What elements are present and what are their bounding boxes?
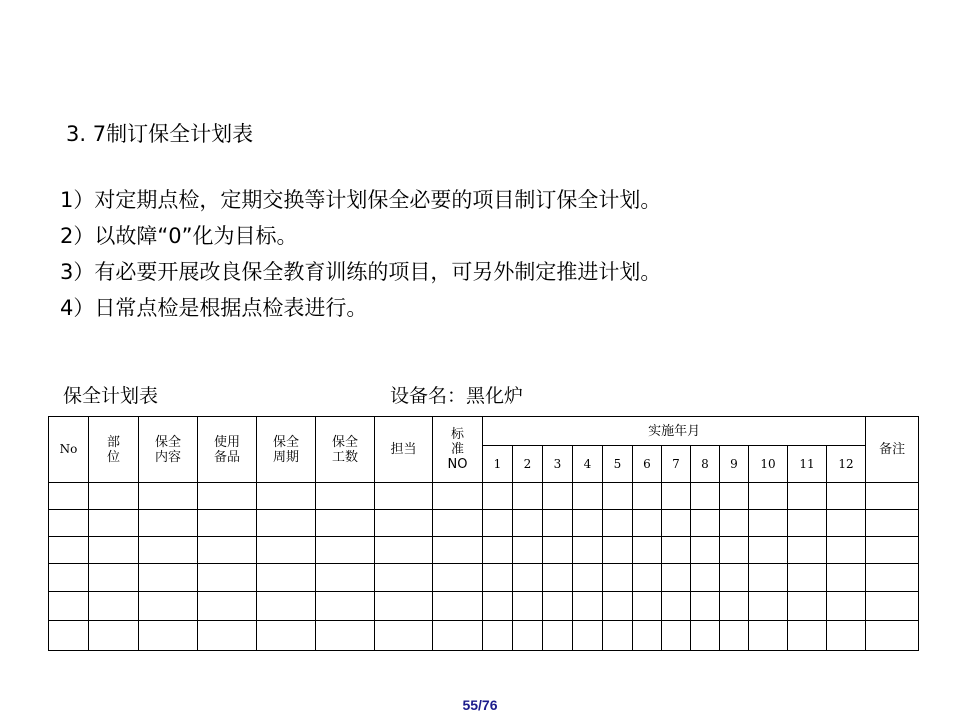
table-cell (691, 483, 720, 510)
table-cell (198, 620, 257, 650)
table-cell (788, 564, 827, 591)
month-header: 9 (720, 446, 749, 483)
header-part: 部 位 (89, 417, 139, 483)
table-row (49, 537, 919, 564)
table-cell (633, 591, 662, 620)
table-cell (89, 564, 139, 591)
page-number: 55/76 (462, 697, 498, 713)
month-header: 10 (749, 446, 788, 483)
table-cell (139, 483, 198, 510)
table-row (49, 620, 919, 650)
table-body (49, 483, 919, 651)
table-cell (543, 483, 573, 510)
table-row (49, 483, 919, 510)
table-cell (573, 591, 603, 620)
header-man-hours: 保全 工数 (316, 417, 375, 483)
table-cell (375, 483, 433, 510)
table-cell (483, 537, 513, 564)
table-cell (433, 591, 483, 620)
table-cell (375, 510, 433, 537)
requirements-list (60, 182, 661, 326)
table-cell (749, 564, 788, 591)
table-cell (573, 483, 603, 510)
table-cell (513, 537, 543, 564)
table-cell (749, 537, 788, 564)
table-cell (662, 510, 691, 537)
table-cell (866, 564, 919, 591)
table-cell (375, 620, 433, 650)
table-cell (866, 483, 919, 510)
table-cell (662, 591, 691, 620)
table-cell (788, 537, 827, 564)
table-cell (257, 537, 316, 564)
table-cell (827, 591, 866, 620)
table-cell (316, 591, 375, 620)
table-cell (139, 591, 198, 620)
month-header: 3 (543, 446, 573, 483)
table-cell (691, 510, 720, 537)
table-cell (513, 620, 543, 650)
table-cell (139, 564, 198, 591)
table-cell (691, 591, 720, 620)
month-header: 5 (603, 446, 633, 483)
table-cell (513, 591, 543, 620)
table-cell (375, 564, 433, 591)
table-cell (633, 537, 662, 564)
table-cell (513, 483, 543, 510)
table-cell (749, 620, 788, 650)
table-cell (633, 564, 662, 591)
month-header: 4 (573, 446, 603, 483)
table-cell (139, 510, 198, 537)
table-cell (573, 620, 603, 650)
table-cell (573, 510, 603, 537)
month-header: 6 (633, 446, 662, 483)
table-cell (483, 510, 513, 537)
table-cell (139, 537, 198, 564)
table-cell (198, 591, 257, 620)
table-cell (749, 483, 788, 510)
table-cell (633, 510, 662, 537)
header-implementation-month: 实施年月 (483, 417, 866, 446)
table-cell (603, 591, 633, 620)
header-cycle: 保全 周期 (257, 417, 316, 483)
table-cell (483, 591, 513, 620)
table-cell (139, 620, 198, 650)
table-cell (749, 591, 788, 620)
table-cell (749, 510, 788, 537)
table-cell (827, 510, 866, 537)
table-cell (433, 483, 483, 510)
list-item: 2）以故障“0”化为目标。 (60, 224, 298, 248)
table-cell (720, 510, 749, 537)
table-cell (198, 564, 257, 591)
table-cell (720, 620, 749, 650)
table-cell (257, 564, 316, 591)
table-cell (866, 510, 919, 537)
table-cell (633, 483, 662, 510)
table-cell (198, 510, 257, 537)
table-row (49, 510, 919, 537)
table-cell (89, 483, 139, 510)
month-header: 11 (788, 446, 827, 483)
table-cell (89, 620, 139, 650)
table-cell (573, 537, 603, 564)
table-cell (543, 510, 573, 537)
table-cell (866, 620, 919, 650)
table-cell (827, 537, 866, 564)
table-cell (662, 620, 691, 650)
table-cell (257, 591, 316, 620)
table-cell (198, 537, 257, 564)
table-cell (513, 564, 543, 591)
table-cell (827, 564, 866, 591)
table-title: 保全计划表 (63, 385, 159, 407)
table-cell (257, 483, 316, 510)
table-cell (603, 564, 633, 591)
header-content: 保全 内容 (139, 417, 198, 483)
table-row (49, 564, 919, 591)
table-cell (543, 620, 573, 650)
table-cell (543, 564, 573, 591)
table-cell (483, 483, 513, 510)
header-spare-parts: 使用 备品 (198, 417, 257, 483)
table-cell (691, 620, 720, 650)
month-header: 1 (483, 446, 513, 483)
table-cell (433, 564, 483, 591)
list-item: 3）有必要开展改良保全教育训练的项目，可另外制定推进计划。 (60, 260, 662, 284)
table-cell (89, 537, 139, 564)
table-cell (513, 510, 543, 537)
table-cell (49, 591, 89, 620)
table-cell (543, 591, 573, 620)
table-cell (827, 483, 866, 510)
month-header: 7 (662, 446, 691, 483)
table-cell (316, 510, 375, 537)
table-cell (543, 537, 573, 564)
header-remarks: 备注 (866, 417, 919, 483)
table-cell (89, 510, 139, 537)
table-cell (483, 620, 513, 650)
table-cell (827, 620, 866, 650)
table-cell (788, 510, 827, 537)
table-cell (573, 564, 603, 591)
table-cell (483, 564, 513, 591)
section-heading: 3. 7制订保全计划表 (66, 122, 254, 146)
table-cell (603, 510, 633, 537)
table-cell (788, 483, 827, 510)
table-cell (720, 564, 749, 591)
table-cell (375, 537, 433, 564)
month-header: 12 (827, 446, 866, 483)
month-header: 8 (691, 446, 720, 483)
table-cell (257, 620, 316, 650)
table-cell (866, 537, 919, 564)
table-cell (257, 510, 316, 537)
maintenance-plan-table (48, 416, 919, 651)
table-cell (603, 620, 633, 650)
header-standard-no: 标 准 NO (433, 417, 483, 483)
table-cell (603, 537, 633, 564)
table-cell (662, 537, 691, 564)
table-cell (49, 537, 89, 564)
equipment-label: 设备名：黑化炉 (390, 385, 524, 407)
table-cell (49, 483, 89, 510)
list-item: 1）对定期点检，定期交换等计划保全必要的项目制订保全计划。 (60, 188, 662, 212)
table-cell (866, 591, 919, 620)
table-cell (49, 564, 89, 591)
table-cell (198, 483, 257, 510)
table-cell (662, 564, 691, 591)
table-cell (662, 483, 691, 510)
table-cell (433, 510, 483, 537)
table-cell (316, 564, 375, 591)
table-cell (316, 620, 375, 650)
table-cell (89, 591, 139, 620)
table-cell (433, 537, 483, 564)
month-header: 2 (513, 446, 543, 483)
table-cell (720, 591, 749, 620)
table-cell (691, 537, 720, 564)
table-cell (720, 483, 749, 510)
table-cell (316, 483, 375, 510)
header-owner: 担当 (375, 417, 433, 483)
table-cell (603, 483, 633, 510)
table-cell (433, 620, 483, 650)
table-cell (691, 564, 720, 591)
table-cell (375, 591, 433, 620)
table-cell (788, 620, 827, 650)
table-cell (633, 620, 662, 650)
table-cell (788, 591, 827, 620)
table-row (49, 591, 919, 620)
list-item: 4）日常点检是根据点检表进行。 (60, 296, 368, 320)
table-cell (316, 537, 375, 564)
table-cell (49, 510, 89, 537)
table-cell (720, 537, 749, 564)
table-cell (49, 620, 89, 650)
header-no: No (49, 417, 89, 483)
